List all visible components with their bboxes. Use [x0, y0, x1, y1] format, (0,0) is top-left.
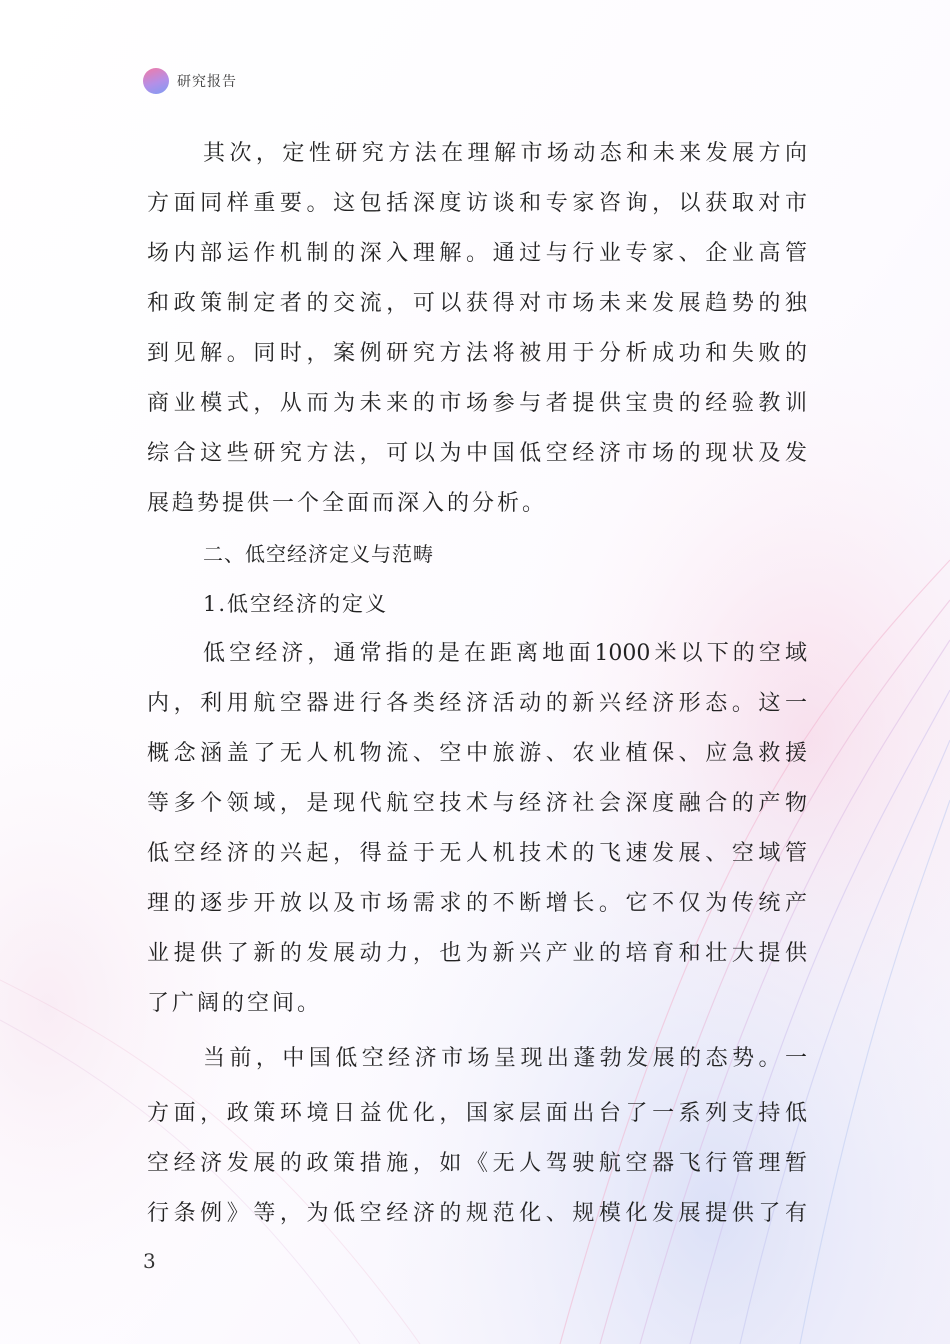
paragraph-line: 业提供了新的发展动力，也为新兴产业的培育和壮大提供 [147, 941, 807, 966]
report-header [143, 67, 237, 95]
paragraph-line: 当前，中国低空经济市场呈现出蓬勃发展的态势。一 [203, 1046, 807, 1071]
paragraph-line: 低空经济的兴起，得益于无人机技术的飞速发展、空域管 [147, 841, 807, 866]
paragraph-line: 空经济发展的政策措施，如《无人驾驶航空器飞行管理暂 [147, 1151, 807, 1176]
paragraph-line: 等多个领域，是现代航空技术与经济社会深度融合的产物 [147, 791, 807, 816]
paragraph-line: 其次，定性研究方法在理解市场动态和未来发展方向 [203, 141, 807, 166]
paragraph-line: 行条例》等，为低空经济的规范化、规模化发展提供了有 [147, 1201, 807, 1226]
paragraph-line: 场内部运作机制的深入理解。通过与行业专家、企业高管 [147, 241, 807, 266]
paragraph-line: 方面，政策环境日益优化，国家层面出台了一系列支持低 [147, 1101, 807, 1126]
section-heading: 二、低空经济定义与范畴 [203, 542, 434, 566]
document-body [147, 129, 807, 1239]
paragraph-line: 综合这些研究方法，可以为中国低空经济市场的现状及发 [147, 441, 807, 466]
logo-circle-icon [143, 68, 169, 94]
paragraph-line: 低空经济，通常指的是在距离地面1000米以下的空域 [203, 641, 807, 666]
paragraph-line: 展趋势提供一个全面而深入的分析。 [147, 491, 548, 516]
paragraph-line: 到见解。同时，案例研究方法将被用于分析成功和失败的 [147, 341, 807, 366]
paragraph-line: 方面同样重要。这包括深度访谈和专家咨询，以获取对市 [147, 191, 807, 216]
paragraph-line: 理的逐步开放以及市场需求的不断增长。它不仅为传统产 [147, 891, 807, 916]
paragraph-line: 内，利用航空器进行各类经济活动的新兴经济形态。这一 [147, 691, 807, 716]
page-number: 3 [143, 1249, 156, 1273]
paragraph-line: 概念涵盖了无人机物流、空中旅游、农业植保、应急救援 [147, 741, 807, 766]
header-title: 研究报告 [177, 74, 237, 90]
paragraph-line: 商业模式，从而为未来的市场参与者提供宝贵的经验教训 [147, 391, 807, 416]
subsection-heading: 1.低空经济的定义 [203, 592, 389, 616]
paragraph-line: 和政策制定者的交流，可以获得对市场未来发展趋势的独 [147, 291, 807, 316]
paragraph-line: 了广阔的空间。 [147, 991, 323, 1016]
